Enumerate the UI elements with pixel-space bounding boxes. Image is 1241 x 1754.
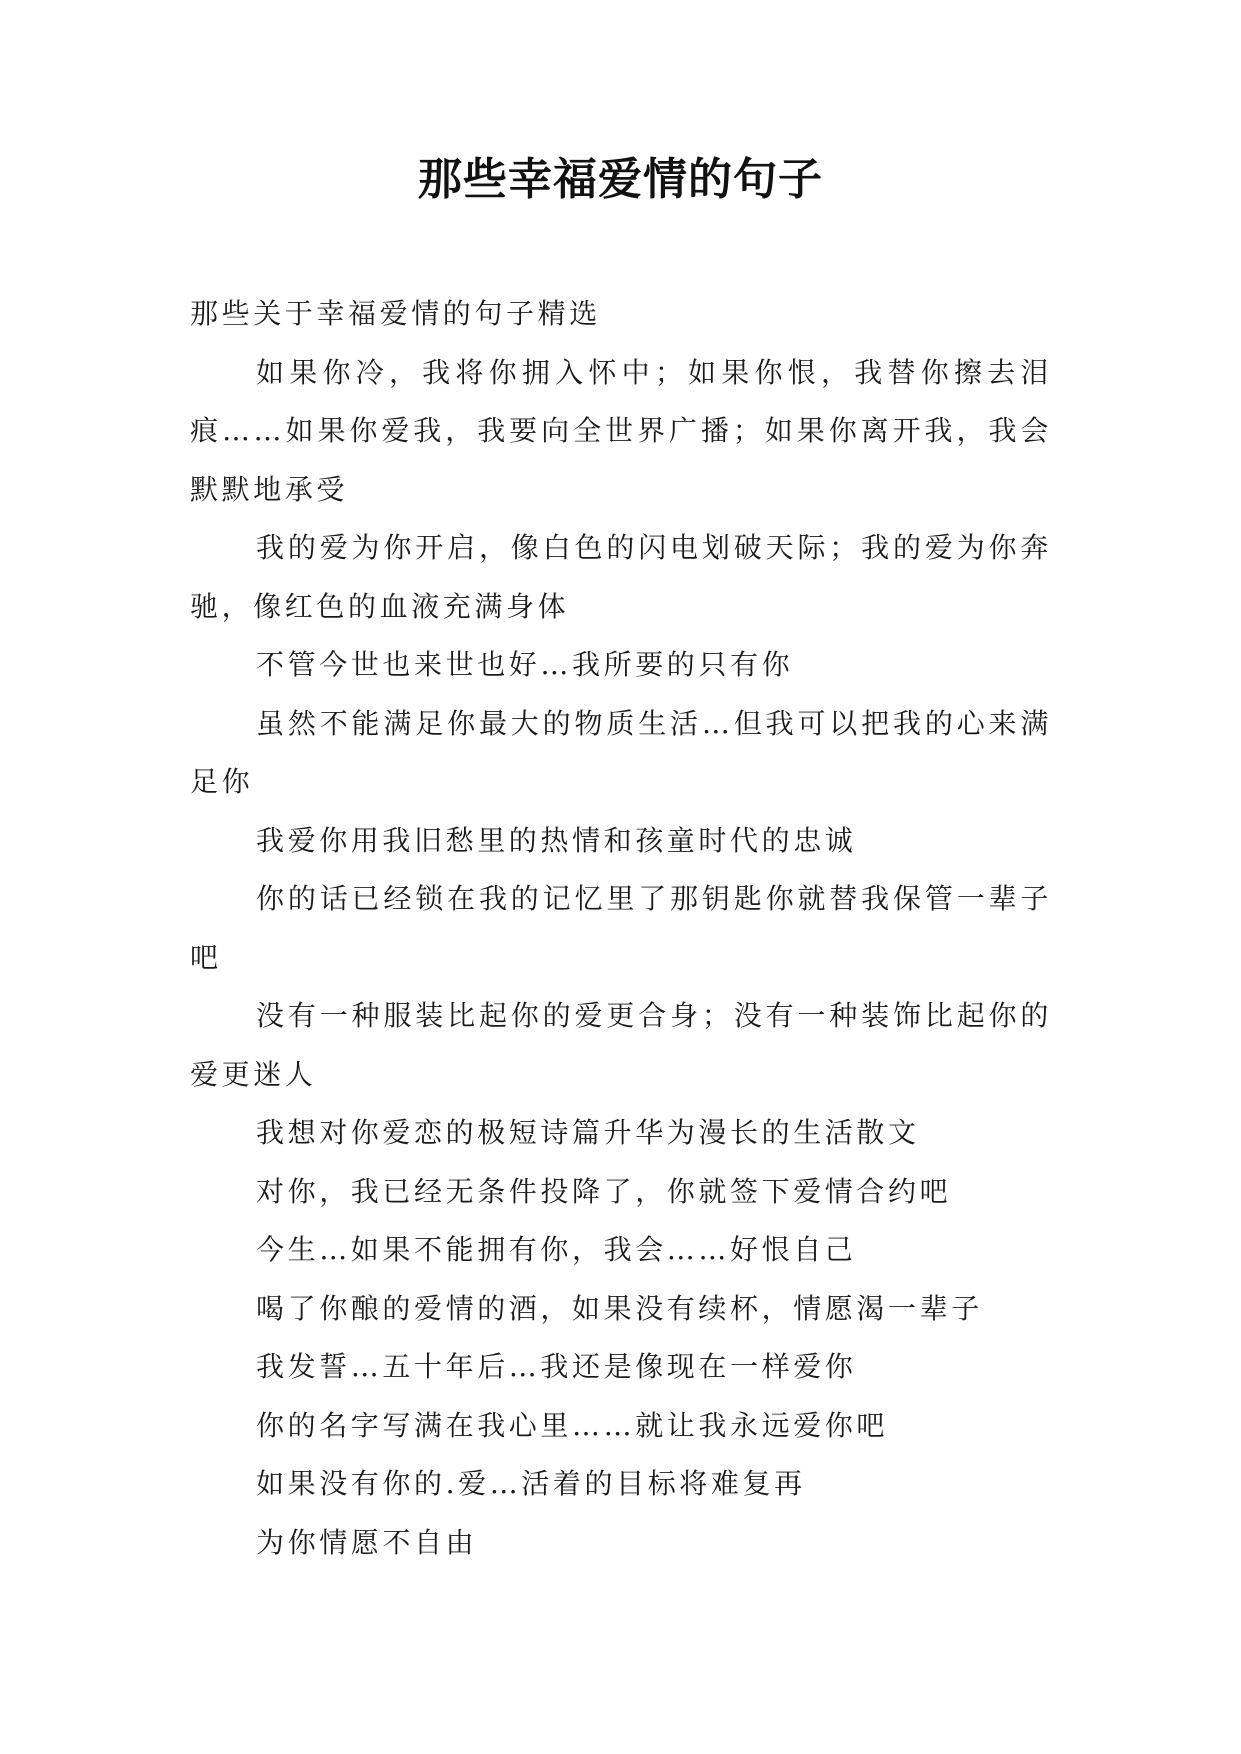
document-body <box>190 285 1052 1572</box>
document-subtitle: 那些关于幸福爱情的句子精选 <box>190 297 601 330</box>
paragraph: 你的话已经锁在我的记忆里了那钥匙你就替我保管一辈子吧 <box>190 882 1052 974</box>
paragraph: 喝了你酿的爱情的酒，如果没有续杯，情愿渴一辈子 <box>256 1291 983 1325</box>
paragraph: 我的爱为你开启，像白色的闪电划破天际；我的爱为你奔驰，像红色的血液充满身体 <box>190 531 1052 623</box>
paragraph: 你的名字写满在我心里……就让我永远爱你吧 <box>256 1408 889 1442</box>
paragraph: 我发誓…五十年后…我还是像现在一样爱你 <box>256 1350 857 1383</box>
paragraph: 为你情愿不自由 <box>256 1525 478 1559</box>
paragraph: 我爱你用我旧愁里的热情和孩童时代的忠诚 <box>256 823 857 857</box>
paragraph: 今生…如果不能拥有你，我会……好恨自己 <box>256 1233 857 1266</box>
paragraph: 虽然不能满足你最大的物质生活…但我可以把我的心来满足你 <box>190 706 1052 798</box>
paragraph: 如果你冷，我将你拥入怀中；如果你恨，我替你擦去泪痕……如果你爱我，我要向全世界广播；如果你离开我，我会默默地承受 <box>190 355 1052 506</box>
document-title: 那些幸福爱情的句子 <box>418 154 823 205</box>
paragraph: 没有一种服装比起你的爱更合身；没有一种装饰比起你的爱更迷人 <box>190 999 1052 1091</box>
paragraph: 对你，我已经无条件投降了，你就签下爱情合约吧 <box>256 1174 952 1208</box>
paragraph: 如果没有你的.爱…活着的目标将难复再 <box>256 1467 806 1500</box>
paragraph: 不管今世也来世也好…我所要的只有你 <box>256 648 794 681</box>
paragraph: 我想对你爱恋的极短诗篇升华为漫长的生活散文 <box>256 1116 920 1149</box>
